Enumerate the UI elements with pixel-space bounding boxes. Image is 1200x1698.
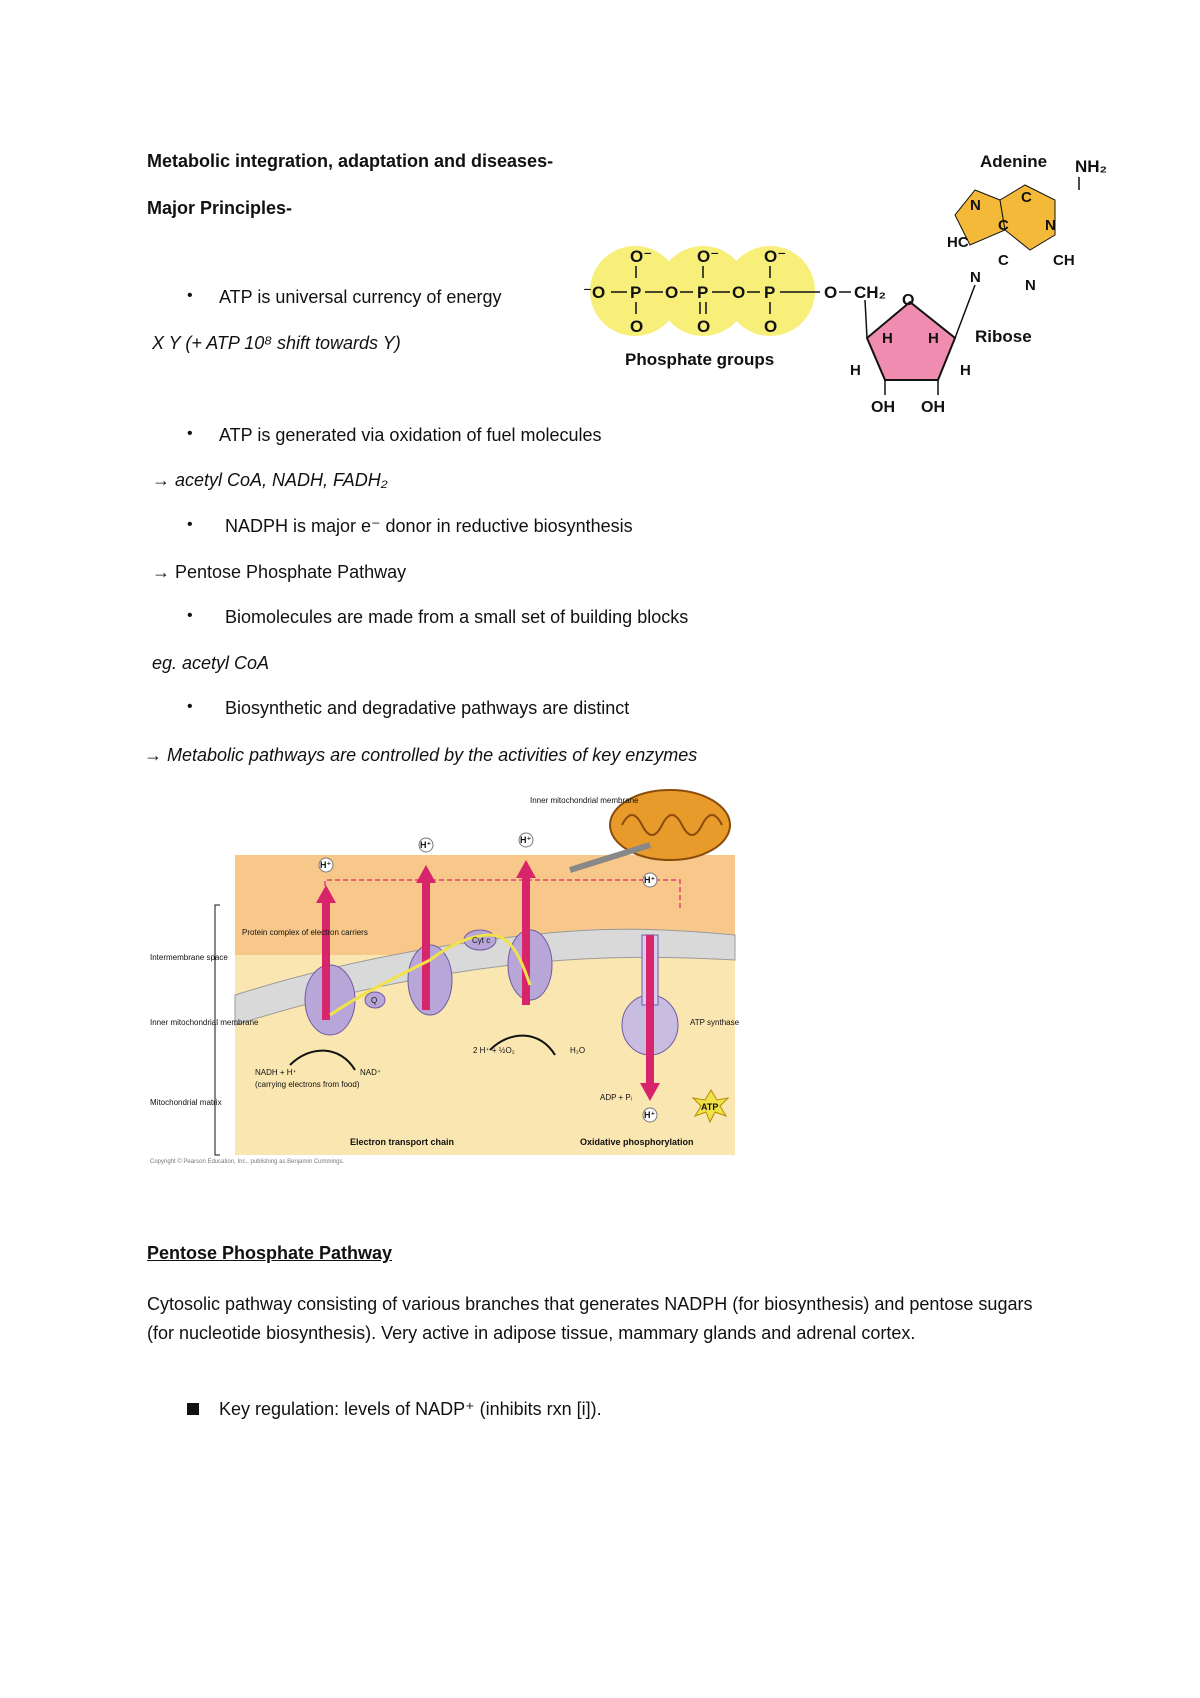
svg-text:CH: CH <box>1053 252 1075 269</box>
svg-text:OH: OH <box>871 399 895 416</box>
svg-text:H⁺: H⁺ <box>644 1110 656 1120</box>
svg-text:O: O <box>665 283 679 302</box>
principle-4-note: eg. acetyl CoA <box>152 653 270 673</box>
svg-text:NH₂: NH₂ <box>1075 157 1108 176</box>
bullet-dot: • <box>187 425 193 442</box>
document-title: Metabolic integration, adaptation and diseases- <box>147 151 554 171</box>
svg-text:O: O <box>824 283 838 302</box>
bullet-dot: • <box>187 698 193 715</box>
svg-text:N: N <box>1025 277 1036 294</box>
svg-text:H⁺: H⁺ <box>520 835 532 845</box>
principle-5: Biosynthetic and degradative pathways are distinct <box>225 698 630 718</box>
phosphate-groups-label: Phosphate groups <box>625 350 775 369</box>
bullet-dot: • <box>187 607 193 624</box>
principle-4: Biomolecules are made from a small set of building blocks <box>225 607 689 627</box>
principle-1-note: X Y (+ ATP 10⁸ shift towards Y) <box>152 333 401 353</box>
svg-text:(carrying electrons from food): (carrying electrons from food) <box>255 1080 360 1089</box>
svg-text:CH₂: CH₂ <box>854 283 887 302</box>
svg-text:Q: Q <box>371 996 378 1005</box>
svg-text:Mitochondrial matrix: Mitochondrial matrix <box>150 1098 222 1107</box>
svg-text:O: O <box>764 317 778 336</box>
svg-text:H: H <box>882 330 893 347</box>
atp-structure-figure <box>575 150 1150 420</box>
svg-text:NADH + H⁺: NADH + H⁺ <box>255 1068 297 1077</box>
svg-text:Cyt c: Cyt c <box>472 936 491 945</box>
svg-text:H⁺: H⁺ <box>420 840 432 850</box>
svg-text:ATP synthase: ATP synthase <box>690 1018 740 1027</box>
principle-1: ATP is universal currency of energy <box>219 287 502 307</box>
principle-3: NADPH is major e⁻ donor in reductive biosynthesis <box>225 516 633 536</box>
svg-text:O: O <box>630 317 644 336</box>
principle-2: ATP is generated via oxidation of fuel molecules <box>219 425 602 445</box>
principle-3-note: → Pentose Phosphate Pathway <box>152 562 407 582</box>
svg-text:C: C <box>1021 189 1032 206</box>
svg-text:O: O <box>732 283 746 302</box>
svg-text:H: H <box>960 362 971 379</box>
svg-text:OH: OH <box>921 399 945 416</box>
key-regulation: Key regulation: levels of NADP⁺ (inhibits rxn [i]). <box>219 1399 602 1419</box>
svg-text:Intermembrane space: Intermembrane space <box>150 953 228 962</box>
svg-text:Inner mitochondrial membrane: Inner mitochondrial membrane <box>150 1018 259 1027</box>
svg-text:P: P <box>764 283 776 302</box>
copyright-note: Copyright © Pearson Education, Inc., publishing as Benjamin Cummings. <box>150 1159 345 1165</box>
electron-transport-figure <box>150 785 745 1165</box>
svg-text:2 H⁺ + ½O₂: 2 H⁺ + ½O₂ <box>473 1046 515 1055</box>
svg-text:Protein complex of electron ca: Protein complex of electron carriers <box>242 928 368 937</box>
svg-text:H⁺: H⁺ <box>320 860 332 870</box>
svg-text:H₂O: H₂O <box>570 1046 586 1055</box>
ppp-section-title: Pentose Phosphate Pathway <box>147 1243 393 1263</box>
svg-text:O⁻: O⁻ <box>630 247 653 266</box>
principle-2-note: → acetyl CoA, NADH, FADH₂ <box>152 470 388 490</box>
svg-text:ATP: ATP <box>701 1102 719 1112</box>
svg-text:C: C <box>998 217 1009 234</box>
svg-text:C: C <box>998 252 1009 269</box>
svg-text:⁻O: ⁻O <box>583 283 606 302</box>
svg-text:H: H <box>850 362 861 379</box>
etc-label: Electron transport chain <box>350 1137 455 1147</box>
svg-text:N: N <box>1045 217 1056 234</box>
svg-text:H⁺: H⁺ <box>644 875 656 885</box>
bullet-dot: • <box>187 516 193 533</box>
svg-text:HC: HC <box>947 234 969 251</box>
svg-text:H: H <box>928 330 939 347</box>
oxphos-label: Oxidative phosphorylation <box>580 1137 694 1147</box>
svg-text:N: N <box>970 197 981 214</box>
svg-text:O⁻: O⁻ <box>697 247 720 266</box>
ribose-label: Ribose <box>975 327 1032 346</box>
inner-membrane-callout: Inner mitochondrial membrane <box>530 796 639 805</box>
svg-text:O: O <box>902 292 915 309</box>
principle-5-note: → Metabolic pathways are controlled by the activities of key enzymes <box>144 745 698 765</box>
svg-text:ADP + Pᵢ: ADP + Pᵢ <box>600 1093 633 1102</box>
square-bullet-icon <box>187 1403 199 1415</box>
ppp-paragraph: Cytosolic pathway consisting of various branches that generates NADPH (for biosynthesis) and pentose sugars (for nucleotide biosynthesis). Very active in adipose tissue, mammary glands and adrenal cortex. <box>147 1294 1033 1343</box>
svg-text:P: P <box>630 283 642 302</box>
svg-text:N: N <box>970 269 981 286</box>
svg-text:P: P <box>697 283 709 302</box>
svg-text:O: O <box>697 317 711 336</box>
svg-text:O⁻: O⁻ <box>764 247 787 266</box>
section-subtitle: Major Principles- <box>147 198 293 218</box>
svg-text:NAD⁺: NAD⁺ <box>360 1068 382 1077</box>
adenine-label: Adenine <box>980 152 1048 171</box>
bullet-dot: • <box>187 287 193 304</box>
